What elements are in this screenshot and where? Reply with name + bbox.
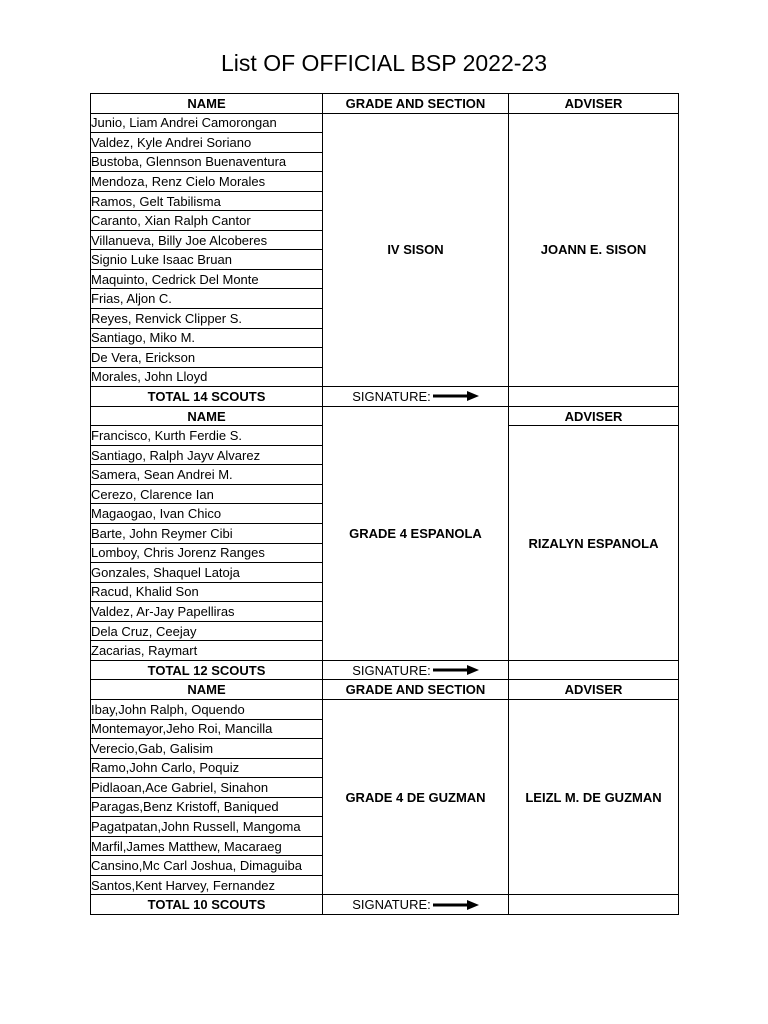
signature-label: SIGNATURE: [352, 897, 431, 913]
signature-cell [323, 895, 509, 915]
grade-section-cell: IV SISON [323, 113, 509, 387]
total-row [91, 895, 679, 915]
adviser-column-header: ADVISER [509, 680, 679, 700]
document-title: List OF OFFICIAL BSP 2022-23 [221, 50, 547, 76]
total-scouts: TOTAL 14 SCOUTS [91, 387, 323, 407]
scout-name: Mendoza, Renz Cielo Morales [91, 172, 323, 192]
scout-name: Samera, Sean Andrei M. [91, 465, 323, 485]
signature-label: SIGNATURE: [352, 662, 431, 678]
scout-name: Ibay,John Ralph, Oquendo [91, 699, 323, 719]
signature-label-group [352, 389, 479, 404]
arrow-right-icon [433, 900, 479, 910]
scout-name: Pagatpatan,John Russell, Mangoma [91, 817, 323, 837]
signature-line-cell [509, 387, 679, 407]
scout-name: Marfil,James Matthew, Macaraeg [91, 836, 323, 856]
adviser-column-header: ADVISER [509, 94, 679, 114]
signature-label: SIGNATURE: [352, 388, 431, 404]
scout-name: Valdez, Kyle Andrei Soriano [91, 133, 323, 153]
name-column-header: NAME [91, 406, 323, 426]
scout-name: Ramo,John Carlo, Poquiz [91, 758, 323, 778]
scout-name: Morales, John Lloyd [91, 367, 323, 387]
signature-label-group [352, 897, 479, 912]
grade-section-cell: GRADE 4 DE GUZMAN [323, 699, 509, 894]
scout-name: Junio, Liam Andrei Camorongan [91, 113, 323, 133]
scout-name: Francisco, Kurth Ferdie S. [91, 426, 323, 446]
scout-name: Santiago, Ralph Jayv Alvarez [91, 445, 323, 465]
scout-name: Magaogao, Ivan Chico [91, 504, 323, 524]
scout-name: Zacarias, Raymart [91, 641, 323, 661]
scout-name: Caranto, Xian Ralph Cantor [91, 211, 323, 231]
adviser-cell: JOANN E. SISON [509, 113, 679, 387]
scout-name: Barte, John Reymer Cibi [91, 524, 323, 544]
scout-name: Villanueva, Billy Joe Alcoberes [91, 230, 323, 250]
table-row [91, 113, 679, 133]
adviser-column-header: ADVISER [509, 406, 679, 426]
scout-name: Cansino,Mc Carl Joshua, Dimaguiba [91, 856, 323, 876]
scout-roster-table [90, 93, 679, 915]
name-column-header: NAME [91, 94, 323, 114]
signature-cell [323, 387, 509, 407]
scout-name: Ramos, Gelt Tabilisma [91, 191, 323, 211]
section-header-row [91, 680, 679, 700]
signature-cell [323, 660, 509, 680]
arrow-right-icon [433, 391, 479, 401]
scout-name: Racud, Khalid Son [91, 582, 323, 602]
scout-name: Cerezo, Clarence Ian [91, 484, 323, 504]
scout-name: Lomboy, Chris Jorenz Ranges [91, 543, 323, 563]
scout-name: Dela Cruz, Ceejay [91, 621, 323, 641]
adviser-cell: LEIZL M. DE GUZMAN [509, 699, 679, 894]
scout-name: Signio Luke Isaac Bruan [91, 250, 323, 270]
grade-section-cell: GRADE 4 ESPANOLA [323, 406, 509, 660]
total-row [91, 387, 679, 407]
scout-name: Reyes, Renvick Clipper S. [91, 309, 323, 329]
scout-name: Montemayor,Jeho Roi, Mancilla [91, 719, 323, 739]
scout-name: Frias, Aljon C. [91, 289, 323, 309]
grade-column-header: GRADE AND SECTION [323, 94, 509, 114]
scout-name: Valdez, Ar-Jay Papelliras [91, 602, 323, 622]
signature-line-cell [509, 895, 679, 915]
scout-name: Verecio,Gab, Galisim [91, 739, 323, 759]
scout-name: Santos,Kent Harvey, Fernandez [91, 875, 323, 895]
table-row [91, 699, 679, 719]
scout-name: De Vera, Erickson [91, 348, 323, 368]
arrow-right-icon [433, 665, 479, 675]
total-scouts: TOTAL 10 SCOUTS [91, 895, 323, 915]
scout-name: Paragas,Benz Kristoff, Baniqued [91, 797, 323, 817]
adviser-cell: RIZALYN ESPANOLA [509, 426, 679, 661]
name-column-header: NAME [91, 680, 323, 700]
total-scouts: TOTAL 12 SCOUTS [91, 660, 323, 680]
scout-name: Maquinto, Cedrick Del Monte [91, 269, 323, 289]
scout-name: Pidlaoan,Ace Gabriel, Sinahon [91, 778, 323, 798]
grade-column-header: GRADE AND SECTION [323, 680, 509, 700]
signature-label-group [352, 663, 479, 678]
total-row [91, 660, 679, 680]
signature-line-cell [509, 660, 679, 680]
scout-name: Bustoba, Glennson Buenaventura [91, 152, 323, 172]
section-header-row [91, 94, 679, 114]
scout-name: Santiago, Miko M. [91, 328, 323, 348]
scout-name: Gonzales, Shaquel Latoja [91, 563, 323, 583]
section-header-row [91, 406, 679, 426]
